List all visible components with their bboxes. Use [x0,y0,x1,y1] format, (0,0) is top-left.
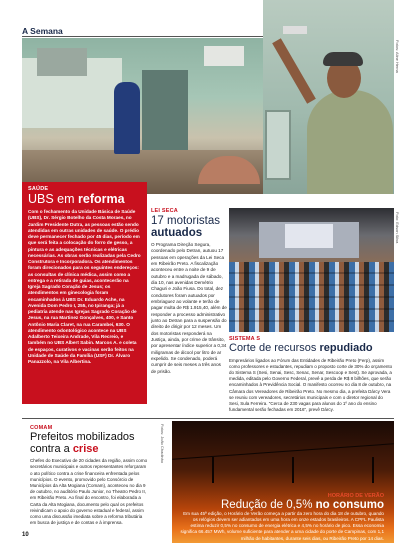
saude-category: SAÚDE [28,186,49,192]
horario-body: Em sua 45ª edição, o Horário de Verão começa a partir da zero hora do dia 18 de outubro, quando os relógios devem ser adiantados em uma hora em onze estados brasileiros. A CPFL Paulista estima reduzir 0,5% no consumo de energia elétrica e 4,5% no horário de pico. Essa economia significa 66.457 MWh, volume suficiente para atender a uma cidade do porte de Campinas, com 1,1 milhão de habitantes, durante seis dias, ou Ribeirão Preto por 14 dias. [180,511,384,541]
photo-sunset [172,421,394,543]
comam-article [30,425,148,526]
leiseca-body: O Programa Direção Segura, coordenado pelo Detran, autuou 17 pessoas em operações da Lei Seca em Ribeirão Preto. A fiscalização aconteceu entre a noite de 9 de outubro e a madrugada de sábado, dia 10, nas avenidas Demétrio Chaguri e João Fiusa. Do total, dez condutores foram autuados por embriaguez ao volante e terão de pagar multa de R$ 1.915,40, além de responder a processo administrativo junto ao Detran para a suspensão do direito de dirigir por 12 meses. Um dos motoristas responderá na Justiça, ainda, por crime de trânsito, por apresentar índice superior a 0,34 miligramas de álcool por litro de ar expelido. Se condenado, poderá cumprir de seis meses a três anos de prisão. [151,242,227,374]
section-title: A Semana [22,26,63,36]
bottom-divider [22,418,394,419]
comam-body: Chefes do Executivo de 20 cidades da região, assim como secretários municipais e outros representantes reforçaram o ato político contra a crise financeira enfrentada pelos municípios. O evento, promovido pelo Consórcio de Municípios da Alta Mogiana (Comam), aconteceu no dia 9 de outubro, no auditório Paulo Junior, no Theatro Pedro II, em Ribeirão Preto. Ao final do encontro, foi elaborada a Carta da Alta Mogiana, documento pelo qual os prefeitos reivindicam o apoio do governo estadual e federal, assim como uma discussão imediata sobre a reforma tributária em busca de justiça e de contas e à imprensa. [30,458,148,526]
page-number: 10 [22,532,29,538]
photo-credit-event: Foto: Edson Silva [395,212,400,244]
saude-body: Com o fechamento da Unidade Básica de Saúde (UBS), Dr. Sérgio Botelho da Costa Moraes, no Jardim Presidente Dutra, as pessoas estão sendo atendidas em outras unidades de saúde. O prédio deve permanecer fechado por 45 dias, período em que será feita a colocação do forro de gesso, a pintura e as adequações técnicas e elétricas necessárias. As obras serão realizadas pela Cedro Construtora e Incorporadora. Os atendimentos foram direcionados para os seguintes endereços: as consultas de clínica médica, assim como a entrega e a retirada de guias, acontecerão na Igreja Sagrado Coração de Jesus; os atendimentos em ginecologia foram encaminhados à UBS Dr. Eduardo Ache, na Avenida Dom Pedro I, 255, no Ipiranga; já a pediatria atende nas Igrejas Sagrado Coração de Jesus, na rua Martinez Gonçalves, 400, e Santo Antônio Maria Claret, na rua Carambeí, 630. O atendimento odontológico acontece na UBS Adalberto Teixeira Andrade, Vila Recreio, e também no UBS Albert Sabin. Marcos A. e coleta de espaços, curativos e vacinas serão feitos na Unidade de Saúde da Família (USF) Dr. Álvaro Panazzolo, na Vila Albertina. [28,209,141,365]
leiseca-category: LEI SECA [151,208,178,214]
saude-title: UBS em reforma [28,192,125,206]
comam-title: Prefeitos mobilizados contra a crise [30,431,135,455]
sistemas-title: Corte de recursos repudiado [229,342,373,354]
saude-box [22,182,147,404]
horario-title: Redução de 0,5% no consumo [221,499,384,511]
horario-article [179,493,384,542]
photo-auditorium [229,208,394,332]
comam-category: COMAM [30,425,53,431]
photo-credit-sunset: Fotos: João Chadinho [160,424,165,464]
leiseca-title: 17 motoristas autuados [151,215,221,240]
sistemas-article [229,336,394,413]
leiseca-article [151,208,227,375]
sistemas-body: Empresários ligados ao Fórum das Entidades de Ribeirão Preto (Ferp), assim como professores e estudantes, repudiam o proposto corte de 30% do orçamento do Sistema S (Sesi, Senai, Sesc, Senac, Senar, Sescoop e Sest). Se aprovada, a medida, editada pelo Governo Federal, prevê a perda de R$ 8 bilhões, que serão encaminhados à Previdência Social. O manifesto ocorreu no dia 8 de outubro, na Câmara dos Vereadores de Ribeirão Preto. No mesmo dia, a prefeita Dárcy Vera se reuniu com vereadores, secretários municipais e com o diretor regional do Sesi, Sula Ferreira. "Cerca de 230 vagas para alunos do 1º ano do ensino fundamental serão fechadas em 2016", prevê Dárcy. [229,357,393,413]
photo-ubs-renovation [22,38,263,194]
horario-category: HORÁRIO DE VERÃO [327,493,384,499]
sistemas-category: SISTEMA S [229,336,261,342]
photo-credit-painter: Fotos: Aline Herna [395,40,400,73]
photo-painter [263,0,394,194]
